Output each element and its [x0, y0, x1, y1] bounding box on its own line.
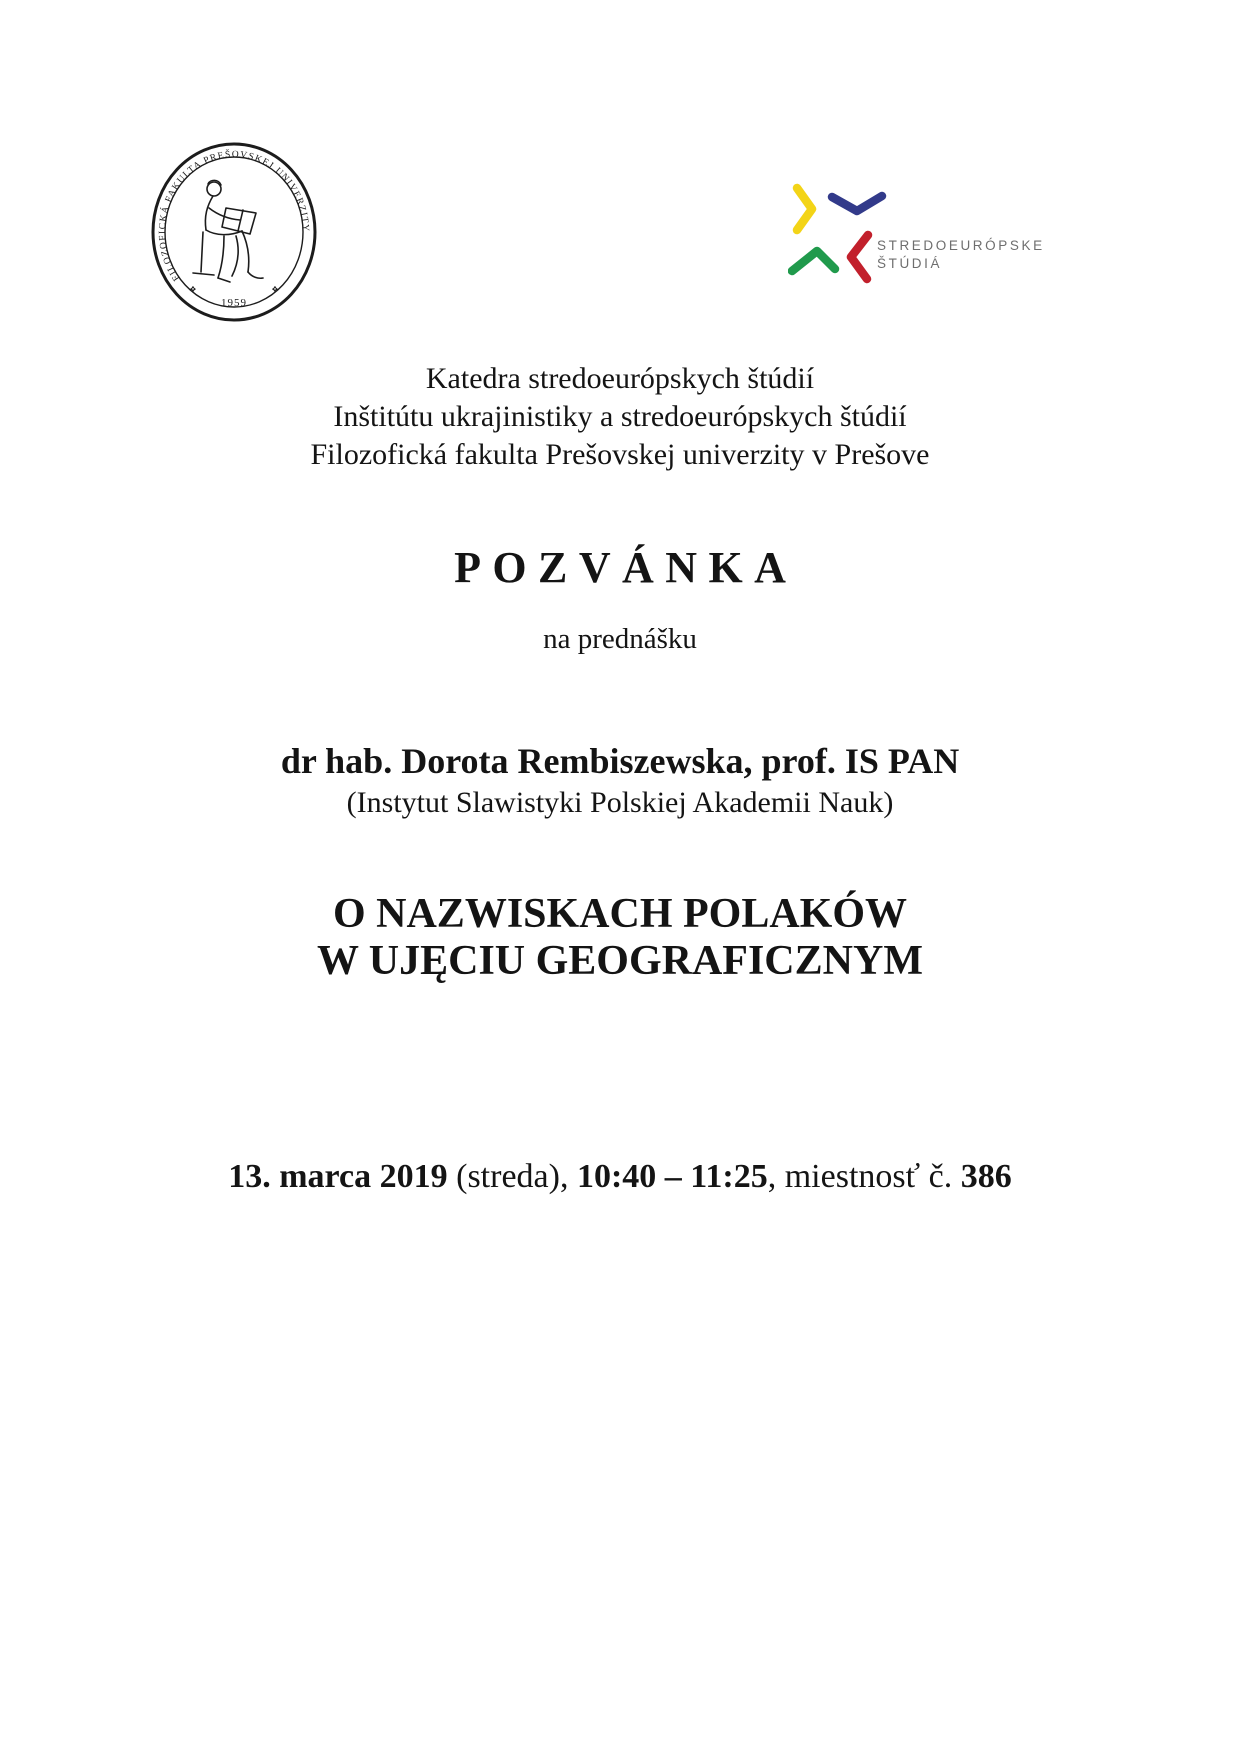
organizer-department: Katedra stredoeurópskych štúdií [425, 362, 815, 395]
chevron-red-icon [851, 235, 868, 279]
ces-logo-text-line1: STREDOEURÓPSKE [877, 238, 1045, 253]
invitation-subtitle: na prednášku [543, 623, 697, 655]
ces-logo [780, 163, 1080, 295]
seal-ornament-right-icon: ❖ [271, 285, 279, 294]
organizer-block [0, 360, 1240, 474]
event-time: 10:40 – 11:25 [576, 1158, 768, 1195]
chevron-green-icon [792, 251, 835, 271]
chevron-blue-icon [832, 196, 882, 211]
seal-seated-figure-icon [193, 180, 263, 282]
event-location-label: , miestnosť č. [767, 1158, 961, 1195]
event-day: (streda), [447, 1158, 577, 1195]
invitation-title: POZVÁNKA [454, 543, 798, 592]
event-room: 386 [960, 1158, 1012, 1195]
seal-ring-text: FILOZOFICKÁ FAKULTA PREŠOVSKEJ UNIVERZITY [157, 149, 311, 283]
ces-logo-text-line2: ŠTÚDIÁ [877, 256, 943, 271]
lecturer-name: dr hab. Dorota Rembiszewska, prof. IS PAN [280, 741, 960, 781]
lecture-title-line1: O NAZWISKACH POLAKÓW [332, 891, 908, 937]
faculty-seal-logo [148, 140, 320, 324]
organizer-institute: Inštitútu ukrajinistiky a stredoeurópskych štúdií [333, 400, 907, 433]
event-details [0, 1157, 1240, 1197]
lecture-title [0, 891, 1240, 985]
seal-ornament-left-icon: ❖ [189, 285, 197, 294]
seal-outer-ring [153, 144, 315, 320]
organizer-faculty: Filozofická fakulta Prešovskej univerzity v Prešove [310, 438, 930, 471]
seal-year: 1959 [221, 297, 247, 309]
chevron-yellow-icon [797, 188, 812, 230]
ces-logo-text [877, 237, 1045, 273]
lecture-title-line2: W UJĘCIU GEOGRAFICZNYM [317, 938, 923, 984]
event-date: 13. marca 2019 [228, 1158, 448, 1195]
lecturer-affiliation: (Instytut Slawistyki Polskiej Akademii Nauk) [346, 786, 894, 819]
